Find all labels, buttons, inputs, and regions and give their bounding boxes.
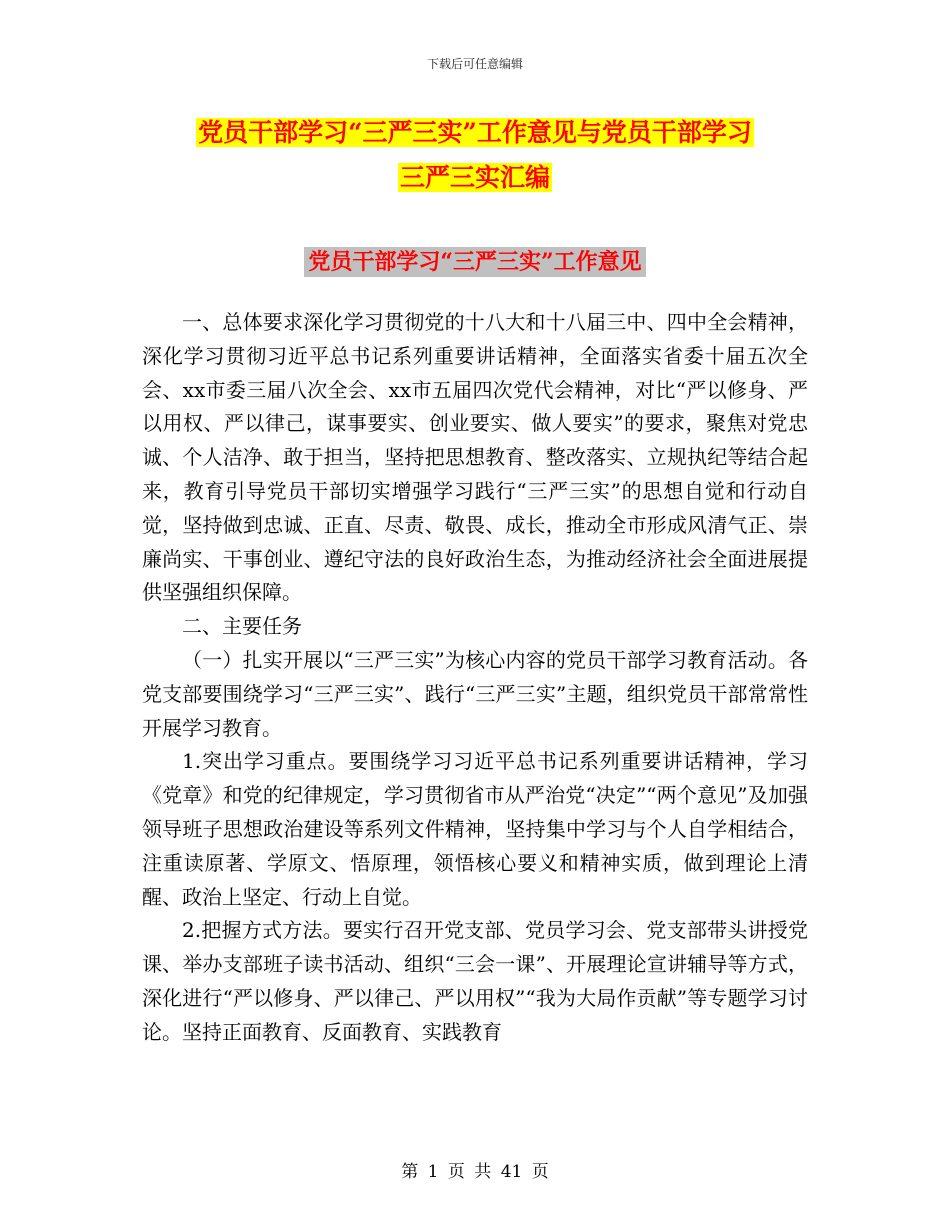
paragraph-task-1: （一）扎实开展以“三严三实”为核心内容的党员干部学习教育活动。各党支部要围绕学习“三严三实”、践行“三严三实”主题，组织党员干部常常性开展学习教育。: [142, 647, 808, 740]
header-note: 下载后可任意编辑: [426, 57, 523, 71]
body-text: [142, 306, 808, 1050]
paragraph-study-focus: 1.突出学习重点。要围绕学习习近平总书记系列重要讲话精神，学习《党章》和党的纪律规定，学习贯彻省市从严治党“决定”“两个意见”及加强领导班子思想政治建设等系列文件精神，坚持集中学习与个人自学相结合，注重读原著、学原文、悟原理，领悟核心要义和精神实质，做到理论上清醒、政治上坚定、行动上自觉。: [142, 749, 808, 909]
section-title-text: 党员干部学习“三严三实”工作意见: [304, 247, 645, 277]
main-title-line-1: 党员干部学习“三严三实”工作意见与党员干部学习: [198, 118, 752, 147]
main-title-line-2: 三严三实汇编: [399, 163, 550, 192]
paragraph-general-requirements: 一、总体要求深化学习贯彻党的十八大和十八届三中、四中全会精神，深化学习贯彻习近平总书记系列重要讲话精神，全面落实省委十届五次全会、xx市委三届八次全会、xx市五届四次党代会精神，对比“严以修身、严以用权、严以律己，谋事要实、创业要实、做人要实”的要求，聚焦对党忠诚、个人洁净、敢于担当，坚持把思想教育、整改落实、立规执纪等结合起来，教育引导党员干部切实增强学习践行“三严三实”的思想自觉和行动自觉，坚持做到忠诚、正直、尽责、敬畏、成长，推动全市形成风清气正、崇廉尚实、干事创业、遵纪守法的良好政治生态，为推动经济社会全面进展提供坚强组织保障。: [142, 310, 808, 605]
paragraph-methods: 2.把握方式方法。要实行召开党支部、党员学习会、党支部带头讲授党课、举办支部班子读书活动、组织“三会一课”、开展理论宣讲辅导等方式，深化进行“严以修身、严以律己、严以用权”“我为大局作贡献”等专题学习讨论。坚持正面教育、反面教育、实践教育: [142, 918, 808, 1044]
page-footer: 第 1 页 共 41 页: [401, 1162, 549, 1182]
main-title: [0, 110, 950, 200]
section-title: [0, 245, 950, 279]
paragraph-main-tasks-heading: 二、主要任务: [182, 614, 302, 639]
